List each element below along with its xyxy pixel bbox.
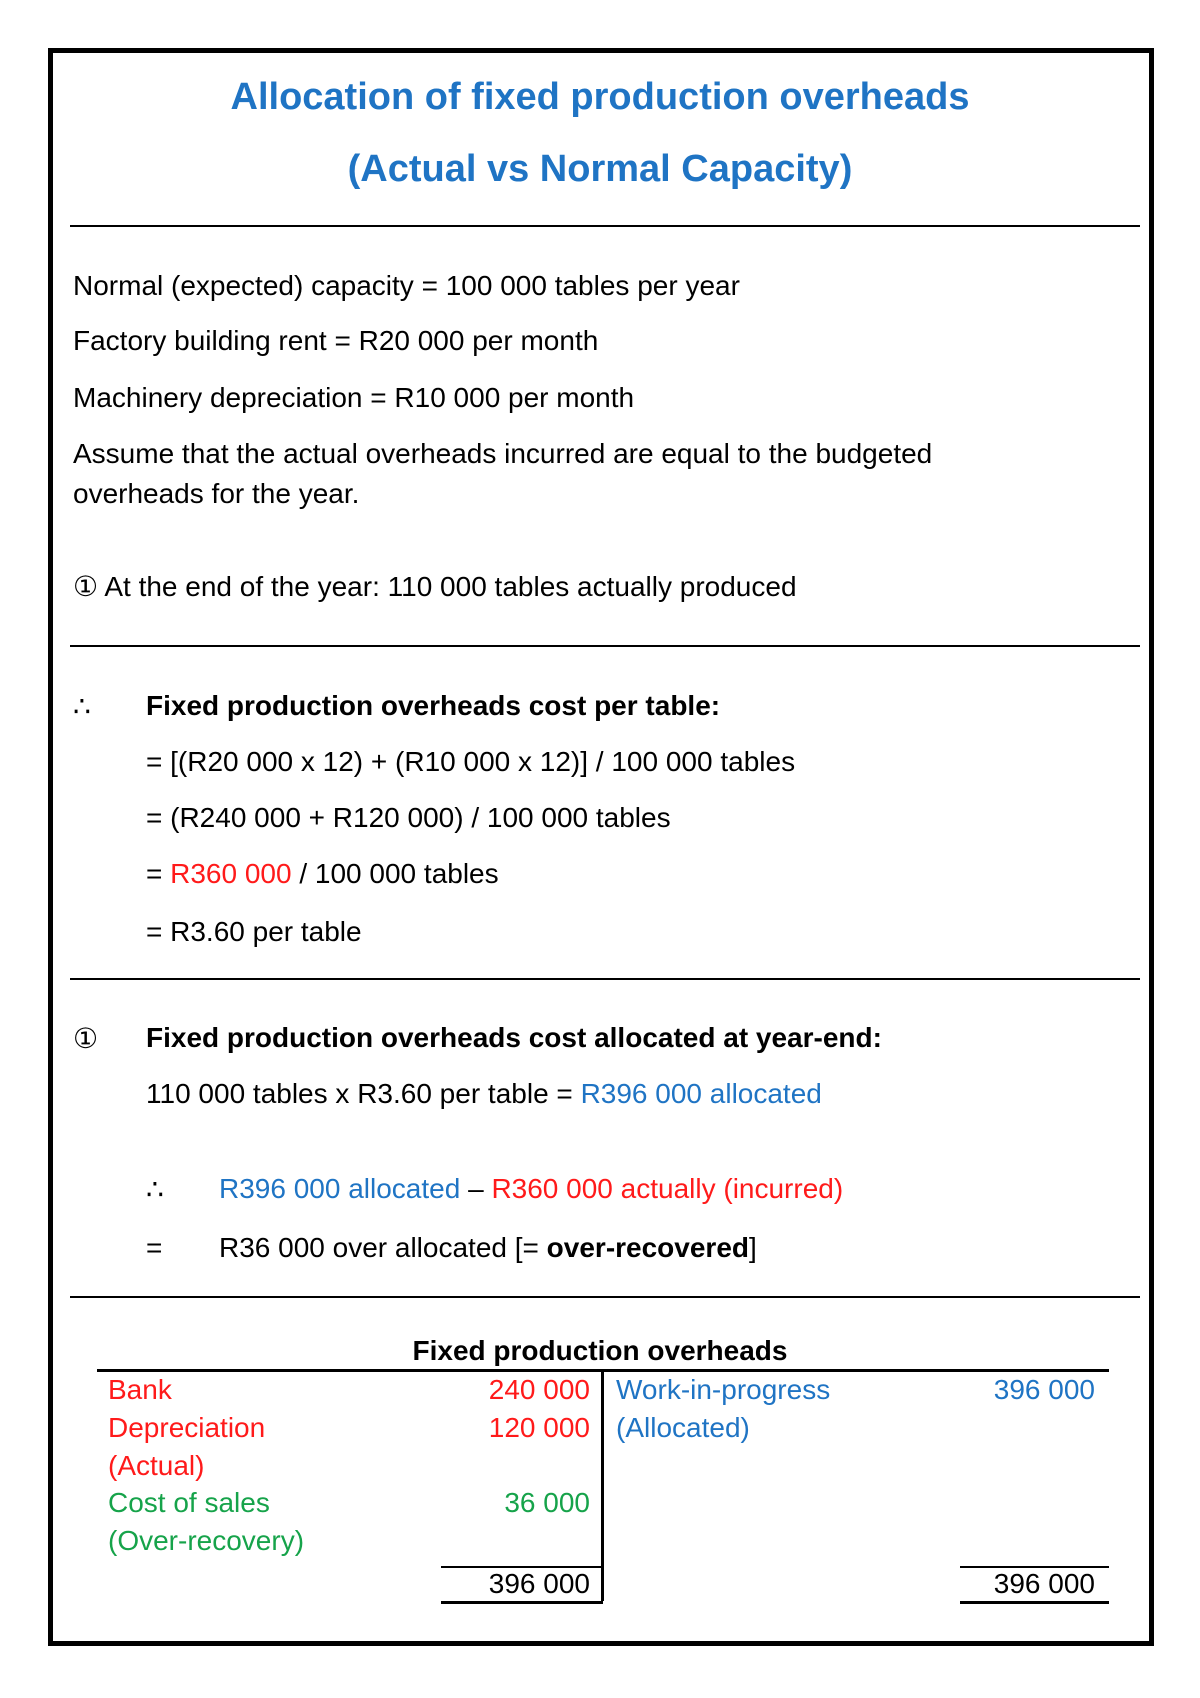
allocation-heading: Fixed production overheads cost allocated at year-end:: [146, 1022, 882, 1053]
t-account-title: Fixed production overheads: [412, 1335, 788, 1366]
debit-sublabel-depreciation: (Actual): [108, 1450, 205, 1481]
rent-text: Factory building rent = R20 000 per month: [73, 325, 599, 356]
difference-actual: R360 000 actually (incurred): [491, 1173, 844, 1204]
debit-amount-bank: 240 000: [488, 1374, 590, 1405]
credit-total-bottom-line: [960, 1601, 1109, 1604]
credit-amount-wip: 396 000: [993, 1374, 1095, 1405]
calc-step-1: = [(R20 000 x 12) + (R10 000 x 12)] / 100 000 tables: [146, 746, 796, 777]
normal-capacity-text: Normal (expected) capacity = 100 000 tables per year: [73, 270, 740, 301]
allocation-calc: [146, 1078, 822, 1110]
credit-total: 396 000: [993, 1568, 1095, 1599]
result-suffix: ]: [749, 1232, 757, 1263]
therefore-symbol-2: ∴: [146, 1174, 164, 1205]
debit-sublabel-cost-of-sales: (Over-recovery): [108, 1525, 305, 1556]
debit-label-depreciation: Depreciation: [108, 1412, 266, 1443]
assumption-text-1: Assume that the actual overheads incurred are equal to the budgeted: [73, 438, 933, 469]
calc-step-2: = (R240 000 + R120 000) / 100 000 tables: [146, 802, 671, 833]
divider: [70, 978, 1140, 980]
credit-sublabel-wip: (Allocated): [616, 1412, 750, 1443]
divider: [70, 1296, 1140, 1298]
difference-allocated: R396 000 allocated: [219, 1173, 461, 1204]
therefore-symbol: ∴: [73, 691, 91, 722]
calc-step-4: = R3.60 per table: [146, 916, 362, 947]
debit-label-bank: Bank: [108, 1374, 172, 1405]
equals-symbol: =: [146, 1232, 163, 1263]
over-allocation-result: [219, 1232, 757, 1264]
page-subtitle: (Actual vs Normal Capacity): [347, 148, 853, 190]
depreciation-text: Machinery depreciation = R10 000 per month: [73, 382, 635, 413]
divider: [70, 645, 1140, 647]
allocation-calc-prefix: 110 000 tables x R3.60 per table =: [146, 1078, 581, 1109]
total-overheads-value: R360 000: [170, 858, 292, 889]
allocated-amount: R396 000 allocated: [580, 1078, 822, 1109]
cost-per-table-heading: Fixed production overheads cost per table:: [146, 690, 721, 721]
debit-total-bottom-line: [441, 1601, 603, 1604]
debit-total: 396 000: [488, 1568, 590, 1599]
scenario-symbol: ①: [73, 1023, 99, 1054]
result-prefix: R36 000 over allocated [=: [219, 1232, 547, 1263]
page-title: Allocation of fixed production overheads: [230, 76, 970, 118]
debit-amount-cost-of-sales: 36 000: [504, 1487, 590, 1518]
debit-amount-depreciation: 120 000: [488, 1412, 590, 1443]
difference-dash: –: [460, 1173, 492, 1204]
calc-step-3-prefix: =: [146, 858, 171, 889]
assumption-text-2: overheads for the year.: [73, 478, 360, 509]
debit-label-cost-of-sales: Cost of sales: [108, 1487, 270, 1518]
difference-line: [219, 1173, 843, 1205]
calc-step-3: [146, 858, 499, 890]
credit-label-wip: Work-in-progress: [616, 1374, 831, 1405]
result-bold: over-recovered: [546, 1232, 750, 1263]
scenario-text: ① At the end of the year: 110 000 tables actually produced: [73, 571, 797, 602]
divider: [70, 225, 1140, 227]
calc-step-3-suffix: / 100 000 tables: [291, 858, 499, 889]
